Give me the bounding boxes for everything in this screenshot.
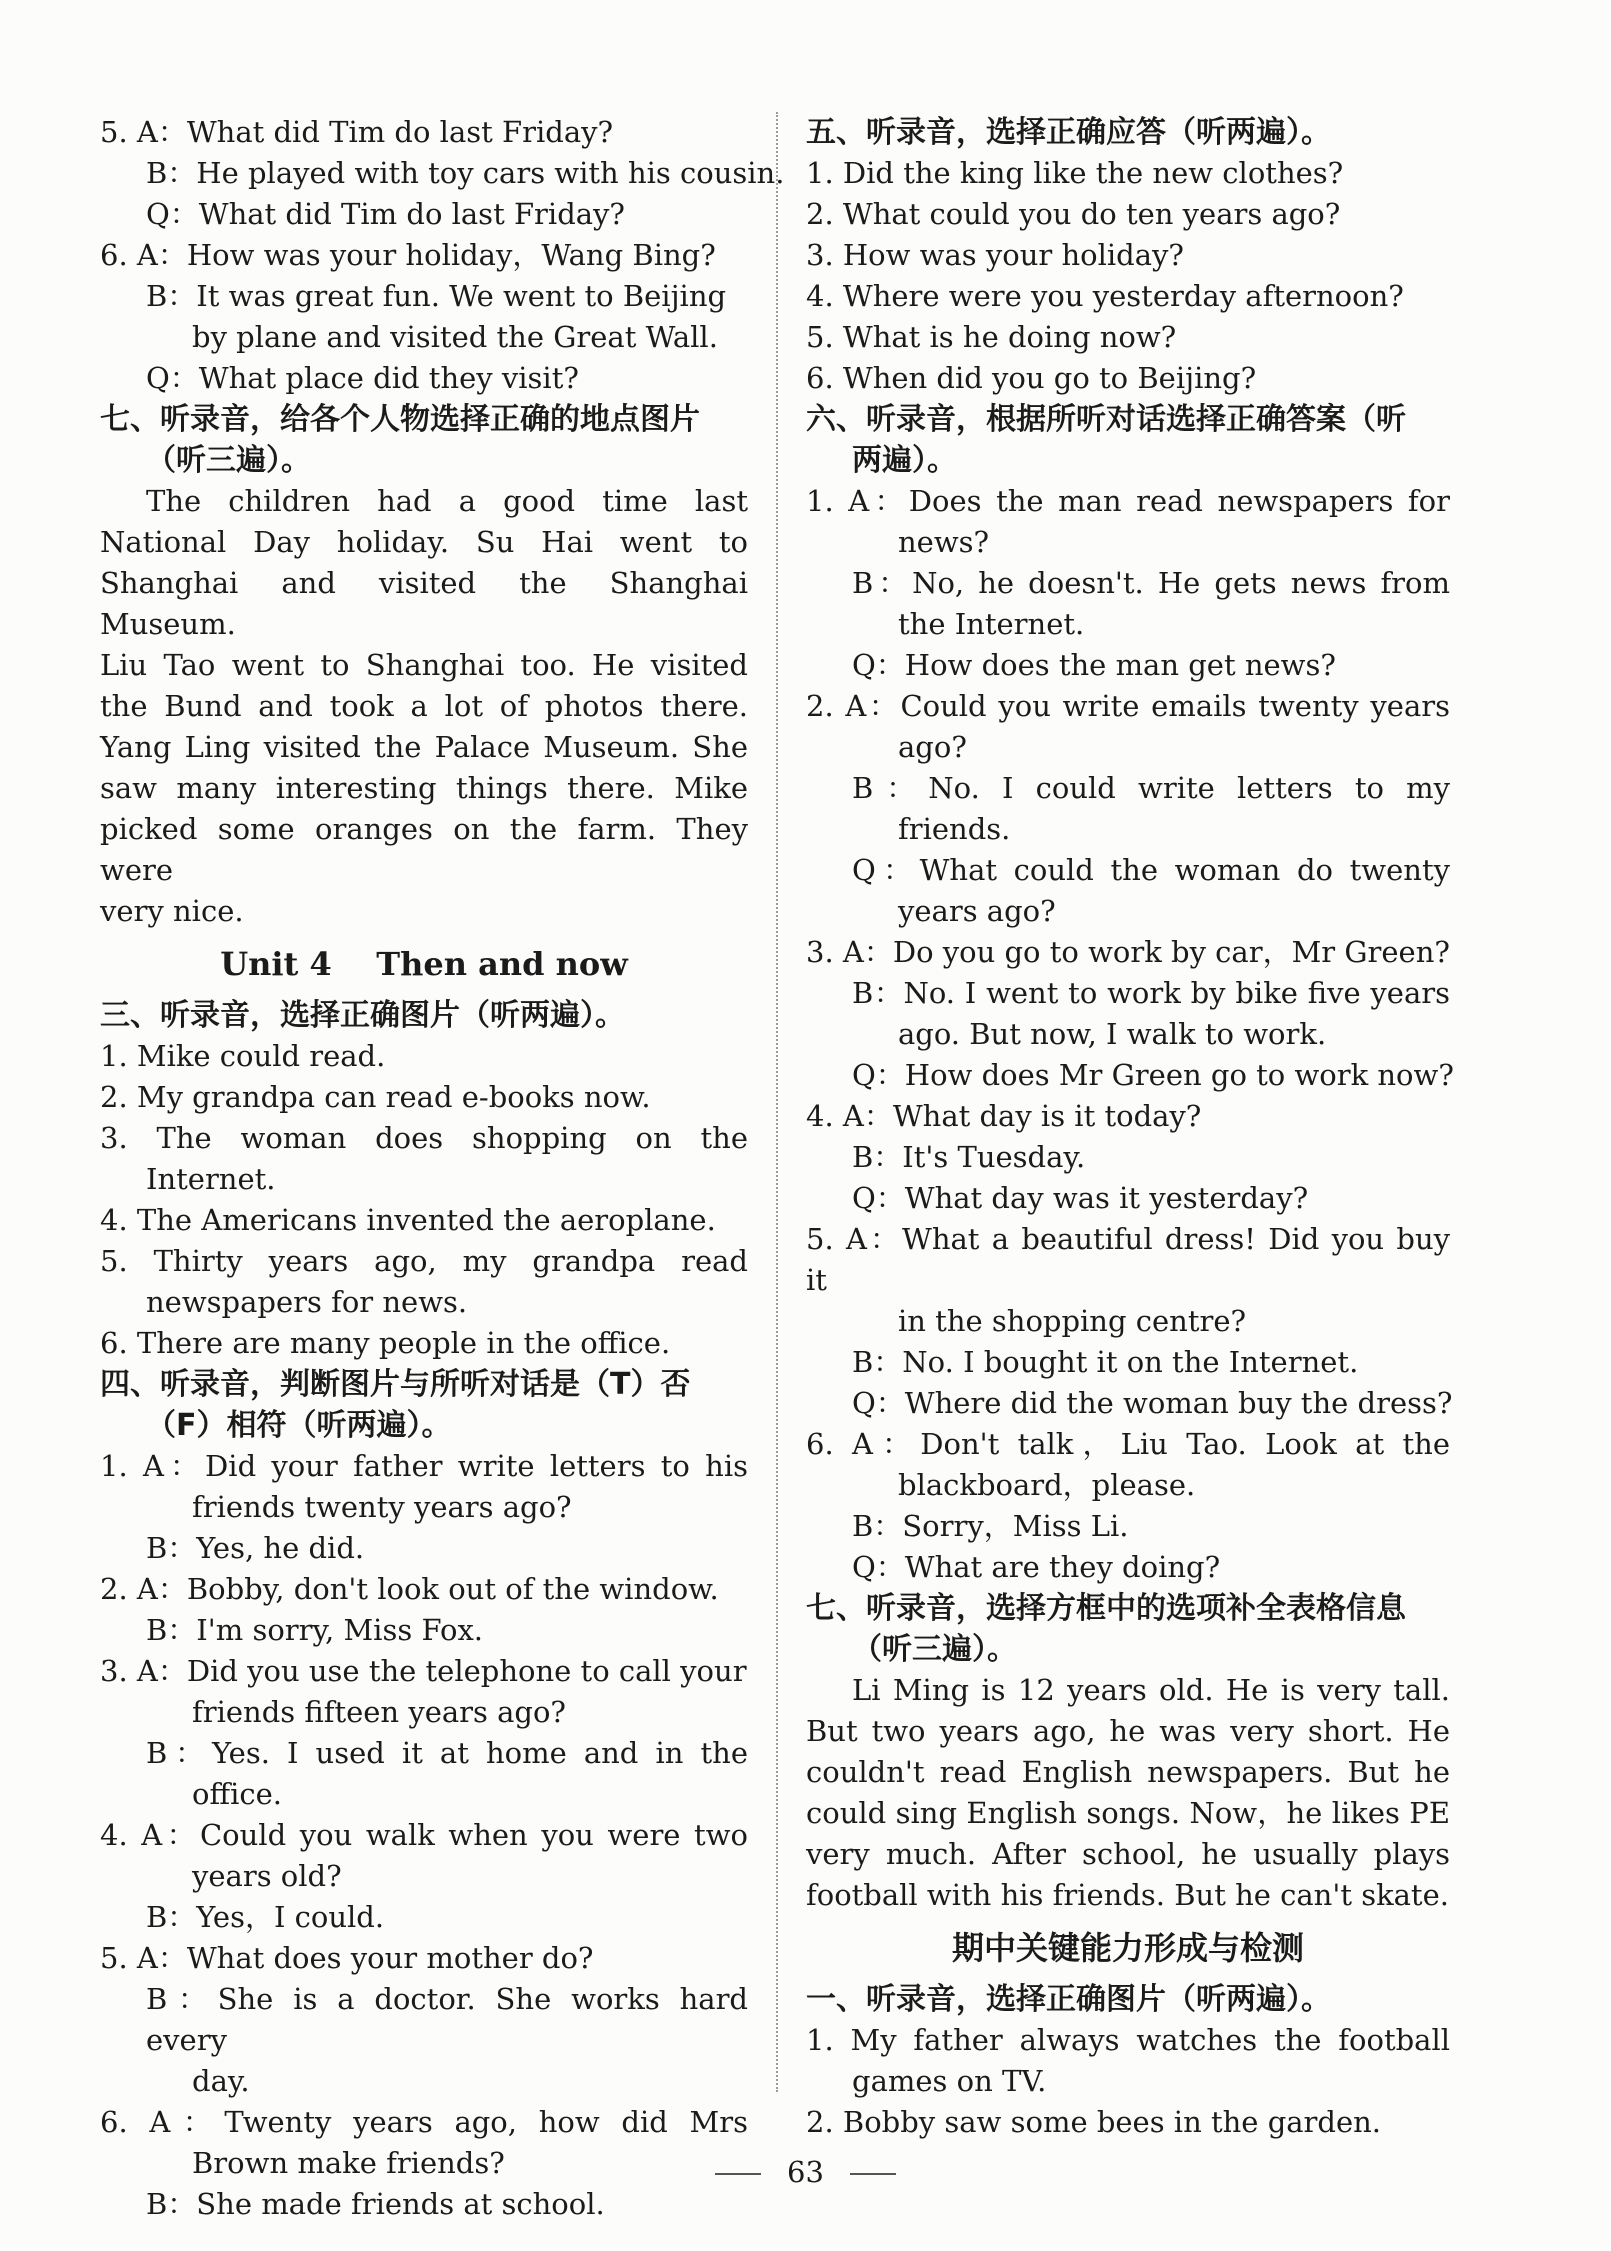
text-line: office.	[192, 1777, 282, 1811]
text-line: 6. When did you go to Beijing?	[806, 361, 1257, 395]
text-line: 2. My grandpa can read e-books now.	[100, 1080, 651, 1114]
text-line: 1. A：Does the man read newspapers for	[806, 484, 1450, 518]
passage-line: could sing English songs. Now，he likes PE	[806, 1796, 1450, 1830]
page-number: 63	[787, 2155, 824, 2189]
passage-line: National Day holiday. Su Hai went to	[100, 525, 748, 559]
left-column	[100, 112, 785, 2225]
unit-title: Unit 4 Then and now	[220, 945, 628, 983]
text-line: newspapers for news.	[146, 1285, 468, 1319]
text-line: Q：How does Mr Green go to work now?	[852, 1058, 1454, 1092]
section-heading: 四、听录音，判断图片与所听对话是（T）否	[100, 1367, 691, 1402]
passage-line: very much. After school, he usually plays	[806, 1837, 1450, 1871]
text-line: 3. A：Do you go to work by car，Mr Green?	[806, 935, 1450, 969]
text-line: news?	[898, 525, 990, 559]
passage-line: Liu Tao went to Shanghai too. He visited	[100, 648, 748, 682]
text-line: B：Yes, he did.	[146, 1531, 365, 1565]
text-line: 6. There are many people in the office.	[100, 1326, 671, 1360]
text-line: in the shopping centre?	[898, 1304, 1247, 1338]
text-line: 4. A：What day is it today?	[806, 1099, 1202, 1133]
text-line: 6. A：Don't talk，Liu Tao. Look at the	[806, 1427, 1450, 1461]
passage	[100, 481, 748, 932]
section-heading: （F）相符（听两遍）。	[146, 1408, 452, 1443]
text-line: 3. A：Did you use the telephone to call your	[100, 1654, 747, 1688]
text-line: 2. A：Could you write emails twenty years	[806, 689, 1450, 723]
passage	[806, 1670, 1450, 1916]
text-line: B：It was great fun. We went to Beijing	[146, 279, 727, 313]
passage-line: Shanghai and visited the Shanghai Museum.	[100, 566, 748, 641]
text-line: 6. A：How was your holiday，Wang Bing?	[100, 238, 716, 272]
text-line: ago?	[898, 730, 967, 764]
text-line: 3. The woman does shopping on the	[100, 1121, 748, 1155]
passage-line: Li Ming is 12 years old. He is very tall.	[852, 1673, 1450, 1707]
passage-line: But two years ago, he was very short. He	[806, 1714, 1450, 1748]
text-line: B：No. I bought it on the Internet.	[852, 1345, 1359, 1379]
text-line: friends fifteen years ago?	[192, 1695, 566, 1729]
section-heading: （听三遍）。	[852, 1632, 1017, 1667]
section-heading: 一、听录音，选择正确图片（听两遍）。	[806, 1982, 1331, 2017]
text-line: 1. A：Did your father write letters to his	[100, 1449, 748, 1483]
passage-line: picked some oranges on the farm. They were	[100, 812, 748, 887]
text-line: 1. Did the king like the new clothes?	[806, 156, 1344, 190]
footer-dash-right	[850, 2173, 896, 2175]
right-column	[806, 112, 1454, 2143]
passage-line: couldn't read English newspapers. But he	[806, 1755, 1450, 1789]
text-line: B：No, he doesn't. He gets news from	[852, 566, 1450, 600]
text-line: Q：What did Tim do last Friday?	[146, 197, 625, 231]
text-line: ago. But now, I walk to work.	[898, 1017, 1327, 1051]
text-line: 6. A：Twenty years ago, how did Mrs	[100, 2105, 748, 2139]
text-line: 1. Mike could read.	[100, 1039, 386, 1073]
text-line: Q：How does the man get news?	[852, 648, 1336, 682]
text-line: Brown make friends?	[192, 2146, 505, 2180]
text-line: 5. A：What a beautiful dress! Did you buy it	[806, 1222, 1450, 1297]
text-line: B：No. I could write letters to my	[852, 771, 1450, 805]
text-line: 5. What is he doing now?	[806, 320, 1177, 354]
passage-line: saw many interesting things there. Mike	[100, 771, 748, 805]
section-heading: 三、听录音，选择正确图片（听两遍）。	[100, 998, 625, 1033]
text-line: 5. A：What did Tim do last Friday?	[100, 115, 614, 149]
section-heading: 七、听录音，选择方框中的选项补全表格信息	[806, 1591, 1406, 1626]
column-divider	[776, 112, 778, 2092]
text-line: 3. How was your holiday?	[806, 238, 1184, 272]
passage-line: The children had a good time last	[146, 484, 748, 518]
text-line: years old?	[192, 1859, 342, 1893]
text-line: 1. My father always watches the football	[806, 2023, 1450, 2057]
text-line: 4. The Americans invented the aeroplane.	[100, 1203, 716, 1237]
text-line: day.	[192, 2064, 250, 2098]
text-line: friends twenty years ago?	[192, 1490, 572, 1524]
text-line: 5. A：What does your mother do?	[100, 1941, 594, 1975]
text-line: Internet.	[146, 1162, 276, 1196]
text-line: B：He played with toy cars with his cousin.	[146, 156, 785, 190]
text-line: B：I'm sorry, Miss Fox.	[146, 1613, 484, 1647]
text-line: by plane and visited the Great Wall.	[192, 320, 718, 354]
text-line: blackboard，please.	[898, 1468, 1196, 1502]
text-line: years ago?	[898, 894, 1056, 928]
text-line: Q：Where did the woman buy the dress?	[852, 1386, 1453, 1420]
text-line: 2. What could you do ten years ago?	[806, 197, 1341, 231]
passage-line: very nice.	[100, 894, 244, 928]
text-line: Q：What day was it yesterday?	[852, 1181, 1309, 1215]
section-heading: 七、听录音，给各个人物选择正确的地点图片	[100, 402, 700, 437]
text-line: Q：What place did they visit?	[146, 361, 579, 395]
section-heading: 两遍）。	[852, 443, 957, 478]
text-line: Q：What could the woman do twenty	[852, 853, 1450, 887]
section-heading: 六、听录音，根据所听对话选择正确答案（听	[806, 402, 1406, 437]
text-line: 2. Bobby saw some bees in the garden.	[806, 2105, 1382, 2139]
passage-line: the Bund and took a lot of photos there.	[100, 689, 748, 723]
text-line: 5. Thirty years ago, my grandpa read	[100, 1244, 748, 1278]
text-line: games on TV.	[852, 2064, 1047, 2098]
text-line: 4. Where were you yesterday afternoon?	[806, 279, 1404, 313]
section-heading: 五、听录音，选择正确应答（听两遍）。	[806, 115, 1331, 150]
text-line: B：No. I went to work by bike five years	[852, 976, 1450, 1010]
page-footer	[0, 2155, 1611, 2189]
text-line: friends.	[898, 812, 1011, 846]
text-line: 4. A：Could you walk when you were two	[100, 1818, 748, 1852]
footer-dash-left	[715, 2173, 761, 2175]
passage-line: Yang Ling visited the Palace Museum. She	[100, 730, 748, 764]
text-line: B：She made friends at school.	[146, 2187, 605, 2221]
text-line: B：Sorry，Miss Li.	[852, 1509, 1129, 1543]
text-line: B：It's Tuesday.	[852, 1140, 1086, 1174]
section-heading: （听三遍）。	[146, 443, 311, 478]
text-line: Q：What are they doing?	[852, 1550, 1221, 1584]
text-line: the Internet.	[898, 607, 1085, 641]
text-line: 2. A：Bobby, don't look out of the window.	[100, 1572, 719, 1606]
text-line: B：She is a doctor. She works hard every	[146, 1982, 748, 2057]
unit-title: 期中关键能力形成与检测	[951, 1929, 1304, 1967]
passage-line: football with his friends. But he can't skate.	[806, 1878, 1449, 1912]
text-line: B：Yes. I used it at home and in the	[146, 1736, 748, 1770]
text-line: B：Yes，I could.	[146, 1900, 385, 1934]
